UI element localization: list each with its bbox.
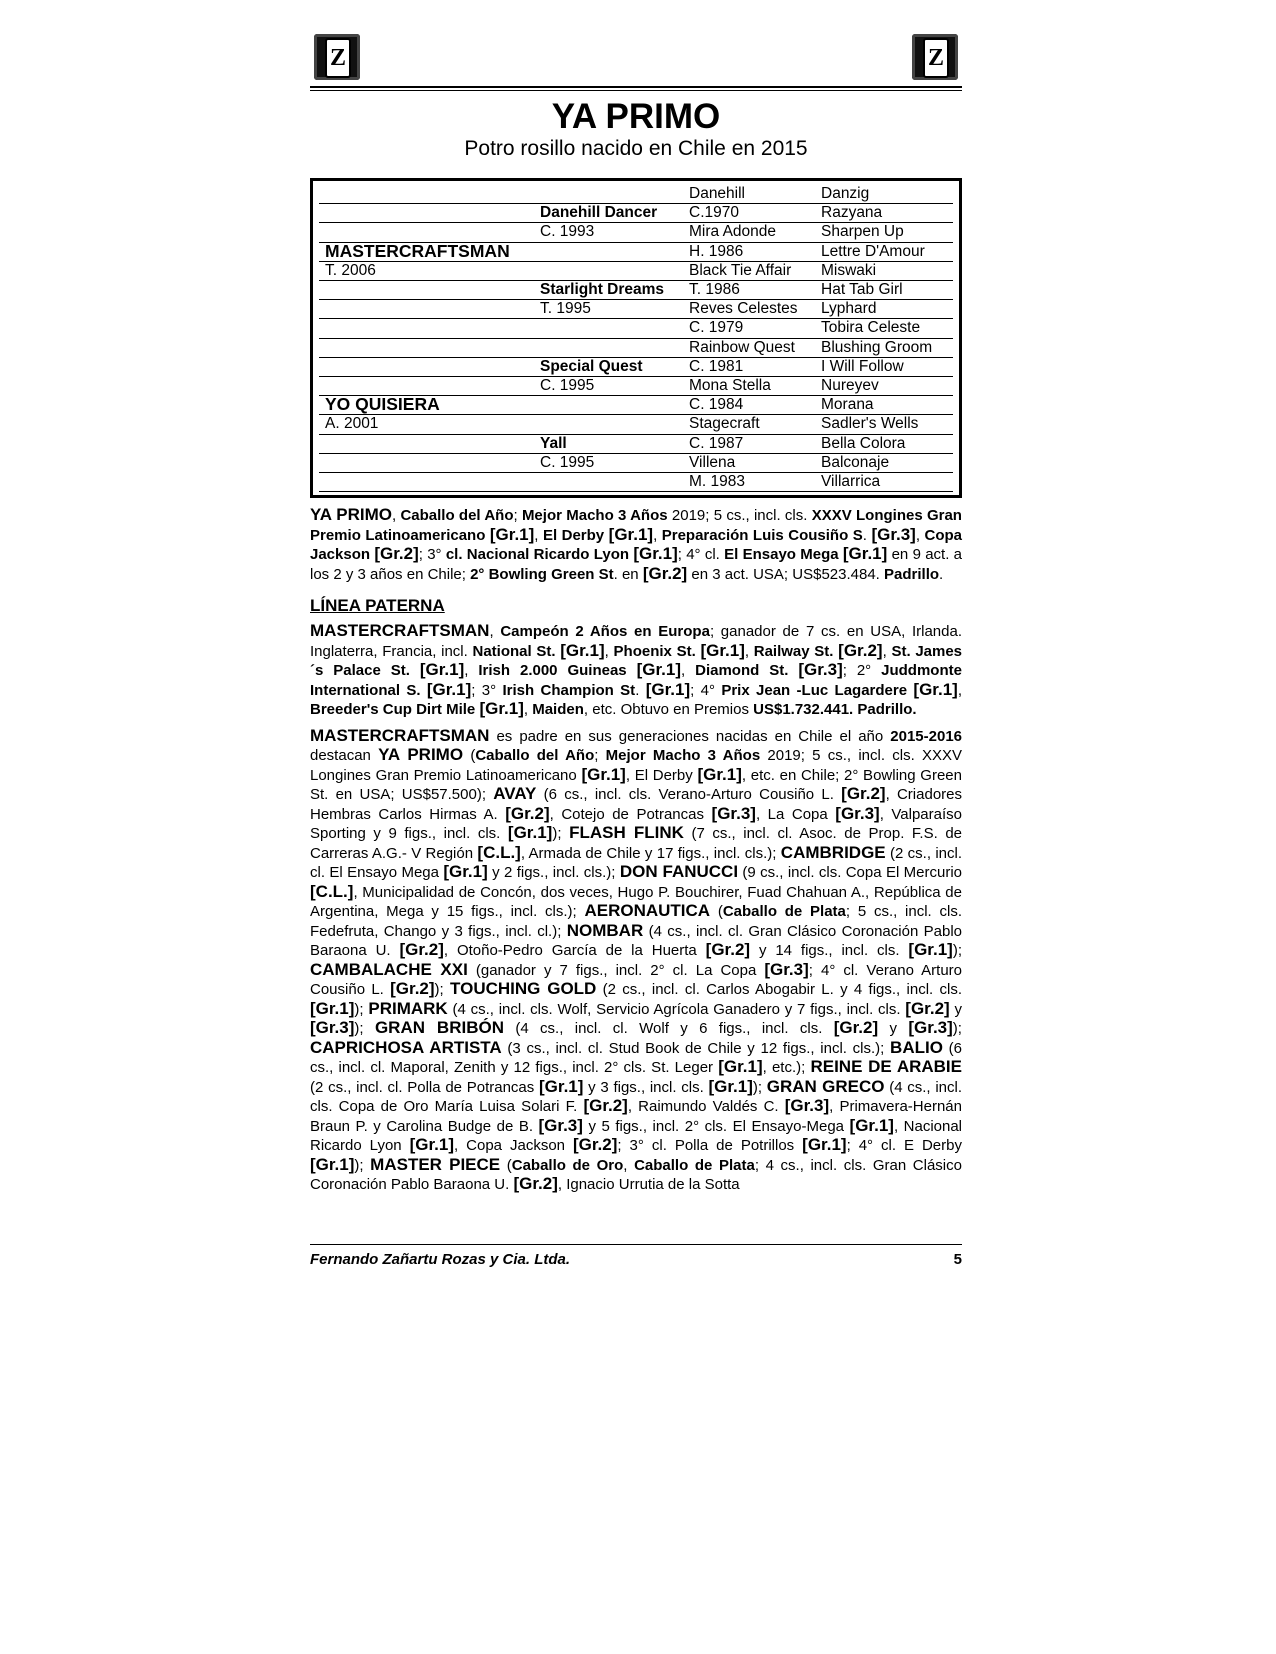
pedigree-cell: I Will Follow bbox=[821, 357, 904, 375]
pedigree-cell: C.1970 bbox=[689, 204, 739, 222]
page bbox=[310, 30, 962, 1195]
pedigree-cell: T. 1986 bbox=[689, 281, 740, 298]
pedigree-cell: C. 1995 bbox=[540, 453, 595, 471]
pedigree-row bbox=[319, 472, 953, 492]
logo-letter: Z bbox=[325, 38, 351, 78]
page-footer bbox=[310, 1244, 962, 1268]
pedigree-cell: Miswaki bbox=[821, 261, 877, 279]
pedigree-cell: Danzig bbox=[821, 185, 870, 202]
pedigree-cell: MASTERCRAFTSMAN bbox=[325, 240, 510, 261]
pedigree-cell: C. 1993 bbox=[540, 223, 595, 241]
summary-paragraph: YA PRIMO, Caballo del Año; Mejor Macho 3 Años 2019; 5 cs., incl. cls. XXXV Longines Gran Premio Latinoamericano [Gr.1], El Derby [Gr.1], Preparación Luis Cousiño S. [Gr.3], Copa Jackson [Gr.2]; 3° cl. Nacional Ricardo Lyon [Gr.1]; 4° cl. El Ensayo Mega [Gr.1] en 9 act. a los 2 y 3 años en Chile; 2° Bowling Green St. en [Gr.2] en 3 act. USA; US$523.484. Padrillo. bbox=[310, 505, 963, 583]
pedigree-cell: Black Tie Affair bbox=[689, 261, 792, 279]
pedigree-table bbox=[310, 178, 962, 498]
pedigree-cell: Reves Celestes bbox=[689, 300, 798, 318]
section-heading: LÍNEA PATERNA bbox=[310, 596, 445, 615]
pedigree-cell: Sharpen Up bbox=[821, 223, 904, 241]
pedigree-cell: Special Quest bbox=[540, 357, 643, 375]
pedigree-cell: C. 1984 bbox=[689, 396, 744, 414]
pedigree-row bbox=[319, 280, 953, 300]
pedigree-cell: C. 1987 bbox=[689, 434, 744, 452]
pedigree-cell: Mira Adonde bbox=[689, 223, 777, 241]
pedigree-cell: Starlight Dreams bbox=[540, 281, 665, 298]
pedigree-cell: Nureyev bbox=[821, 377, 879, 394]
pedigree-cell: C. 1979 bbox=[689, 319, 744, 337]
pedigree-cell: Mona Stella bbox=[689, 377, 771, 394]
pedigree-cell: A. 2001 bbox=[325, 415, 379, 433]
pedigree-cell: Balconaje bbox=[821, 453, 890, 471]
logo-right bbox=[912, 34, 958, 80]
horse-subtitle: Potro rosillo nacido en Chile en 2015 bbox=[464, 137, 808, 160]
pedigree-row bbox=[319, 395, 953, 415]
pedigree-cell: Danehill Dancer bbox=[540, 204, 658, 222]
pedigree-cell: C. 1981 bbox=[689, 357, 744, 375]
pedigree-row bbox=[319, 357, 953, 377]
pedigree-row bbox=[319, 261, 953, 281]
progeny-paragraph: MASTERCRAFTSMAN es padre en sus generaciones nacidas en Chile el año 2015-2016 destacan YA PRIMO (Caballo del Año; Mejor Macho 3 Años 2019; 5 cs., incl. cls. XXXV Longines Gran Premio Latinoamericano [Gr.1], El Derby [Gr.1], etc. en Chile; 2° Bowling Green St. en USA; US$57.500); AVAY (6 cs., incl. cls. Verano-Arturo Cousiño L. [Gr.2], Criadores Hembras Carlos Hirmas A. [Gr.2], Cotejo de Potrancas [Gr.3], La Copa [Gr.3], Valparaíso Sporting y 9 figs., incl. cls. [Gr.1]); FLASH FLINK (7 cs., incl. cl. Asoc. de Prop. F.S. de Carreras A.G.- V Región [C.L.], Armada de Chile y 17 figs., incl. cls.); CAMBRIDGE (2 cs., incl. cl. El Ensayo Mega [Gr.1] y 2 figs., incl. cls.); DON FANUCCI (9 cs., incl. cls. Copa El Mercurio [C.L.], Municipalidad de Concón, dos veces, Hugo P. Bouchirer, Fuad Chahuan A., República de Argentina, Mega y 15 figs., incl. cls.); AERONAUTICA (Caballo de Plata; 5 cs., incl. cls. Fedefruta, Chango y 3 figs., incl. cl.); NOMBAR (4 cs., incl. cl. Gran Clásico Coronación Pablo Baraona U. [Gr.2], Otoño-Pedro García de la Huerta [Gr.2] y 14 figs., incl. cls. [Gr.1]); CAMBALACHE XXI (ganador y 7 figs., incl. 2° cl. La Copa [Gr.3]; 4° cl. Verano Arturo Cousiño L. [Gr.2]); TOUCHING GOLD (2 cs., incl. cl. Carlos Abogabir L. y 4 figs., incl. cls. [Gr.1]); PRIMARK (4 cs., incl. cls. Wolf, Servicio Agrícola Ganadero y 7 figs., incl. cls. [Gr.2] y [Gr.3]); GRAN BRIBÓN (4 cs., incl. cl. Wolf y 6 figs., incl. cls. [Gr.2] y [Gr.3]); CAPRICHOSA ARTISTA (3 cs., incl. cl. Stud Book de Chile y 12 figs., incl. cls.); BALIO (6 cs., incl. cl. Maporal, Zenith y 12 figs., incl. 2° cls. St. Leger [Gr.1], etc.); REINE DE ARABIE (2 cs., incl. cl. Polla de Potrancas [Gr.1] y 3 figs., incl. cls. [Gr.1]); GRAN GRECO (4 cs., incl. cls. Copa de Oro María Luisa Solari F. [Gr.2], Raimundo Valdés C. [Gr.3], Primavera-Hernán Braun P. y Carolina Budge de B. [Gr.3] y 5 figs., incl. 2° cls. El Ensayo-Mega [Gr.1], Nacional Ricardo Lyon [Gr.1], Copa Jackson [Gr.2]; 3° cl. Polla de Potrillos [Gr.1]; 4° cl. E Derby [Gr.1]); MASTER PIECE (Caballo de Oro, Caballo de Plata; 4 cs., incl. cls. Gran Clásico Coronación Pablo Baraona U. [Gr.2], Ignacio Urrutia de la Sotta bbox=[310, 725, 963, 1193]
pedigree-row bbox=[319, 299, 953, 319]
pedigree-row bbox=[319, 453, 953, 473]
logo-letter: Z bbox=[923, 38, 949, 78]
pedigree-row bbox=[319, 222, 953, 242]
pedigree-row bbox=[319, 338, 953, 358]
pedigree-row bbox=[319, 203, 953, 223]
pedigree-row bbox=[319, 184, 953, 204]
pedigree-cell: Bella Colora bbox=[821, 434, 906, 452]
pedigree-cell: C. 1995 bbox=[540, 377, 595, 394]
horse-name: YA PRIMO bbox=[551, 97, 721, 136]
pedigree-cell: Stagecraft bbox=[689, 415, 760, 433]
pedigree-cell: Danehill bbox=[689, 185, 746, 202]
sire-paragraph: MASTERCRAFTSMAN, Campeón 2 Años en Europa; ganador de 7 cs. en USA, Irlanda. Inglaterra, Francia, incl. National St. [Gr.1], Phoenix St. [Gr.1], Railway St. [Gr.2], St. James´s Palace St. [Gr.1], Irish 2.000 Guineas [Gr.1], Diamond St. [Gr.3]; 2° Juddmonte International S. [Gr.1]; 3° Irish Champion St. [Gr.1]; 4° Prix Jean -Luc Lagardere [Gr.1], Breeder's Cup Dirt Mile [Gr.1], Maiden, etc. Obtuvo en Premios US$1.732.441. Padrillo. bbox=[310, 621, 963, 718]
logo-left bbox=[314, 34, 360, 80]
pedigree-cell: Villena bbox=[689, 453, 736, 471]
pedigree-row bbox=[319, 318, 953, 338]
pedigree-row bbox=[319, 414, 953, 434]
pedigree-cell: T. 2006 bbox=[325, 261, 376, 279]
footer-company: Fernando Zañartu Rozas y Cia. Ltda. bbox=[310, 1251, 571, 1268]
pedigree-cell: Villarrica bbox=[821, 473, 881, 490]
pedigree-row bbox=[319, 434, 953, 454]
pedigree-cell: YO QUISIERA bbox=[325, 394, 440, 415]
pedigree-cell: H. 1986 bbox=[689, 242, 744, 260]
pedigree-cell: Lettre D'Amour bbox=[821, 242, 925, 260]
pedigree-cell: M. 1983 bbox=[689, 473, 746, 490]
pedigree-cell: Tobira Celeste bbox=[821, 319, 921, 337]
pedigree-cell: T. 1995 bbox=[540, 300, 591, 318]
pedigree-cell: Morana bbox=[821, 396, 874, 414]
pedigree-cell: Sadler's Wells bbox=[821, 415, 919, 433]
pedigree-cell: Razyana bbox=[821, 204, 883, 222]
pedigree-cell: Yall bbox=[540, 434, 567, 452]
pedigree-row bbox=[319, 242, 953, 262]
body-text bbox=[310, 506, 962, 1195]
pedigree-row bbox=[319, 376, 953, 396]
pedigree-cell: Rainbow Quest bbox=[689, 338, 795, 356]
page-header bbox=[310, 30, 962, 88]
pedigree-cell: Lyphard bbox=[821, 300, 877, 318]
pedigree-cell: Blushing Groom bbox=[821, 338, 933, 356]
pedigree-cell: Hat Tab Girl bbox=[821, 281, 903, 298]
page-number: 5 bbox=[953, 1251, 962, 1268]
